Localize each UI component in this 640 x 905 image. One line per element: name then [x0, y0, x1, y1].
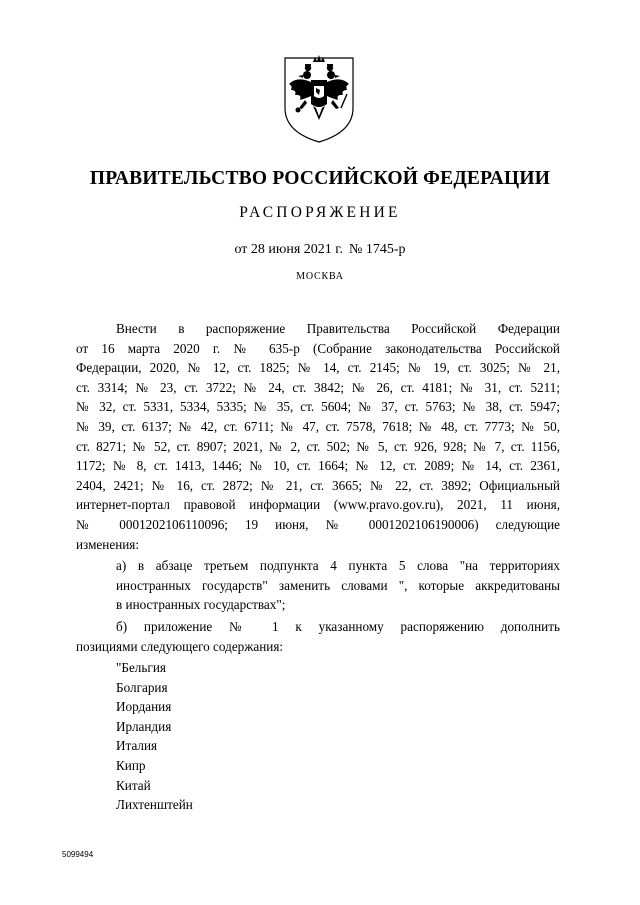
- intro-line: изменения:: [76, 536, 140, 552]
- intro-line: № 32, ст. 5331, 5334, 5335; № 35, ст. 5604; № 37, ст. 5763; № 38, ст. 5947;: [76, 399, 560, 415]
- item-a-line: в иностранных государствах";: [116, 597, 286, 613]
- item-a-line: иностранных государств" заменить словами ", которые аккредитованы: [116, 577, 560, 593]
- list-item: Китай: [116, 777, 151, 793]
- intro-line: № 39, ст. 6137; № 42, ст. 6711; № 47, ст. 7578, 7618; № 48, ст. 7773; № 50,: [76, 418, 560, 434]
- document-type: РАСПОРЯЖЕНИЕ: [239, 204, 401, 221]
- government-title: ПРАВИТЕЛЬСТВО РОССИЙСКОЙ ФЕДЕРАЦИИ: [89, 168, 551, 189]
- list-item: Италия: [116, 738, 158, 754]
- intro-line: ст. 3314; № 23, ст. 3722; № 24, ст. 3842; № 26, ст. 4181; № 31, ст. 5211;: [76, 379, 560, 395]
- city-name: МОСКВА: [296, 271, 344, 282]
- coat-of-arms-emblem: [275, 50, 363, 146]
- intro-line: Федерации, 2020, № 12, ст. 1825; № 14, ст. 2145; № 19, ст. 3025; № 21,: [76, 360, 560, 376]
- list-item: Иордания: [116, 699, 172, 715]
- intro-line: 1172; № 8, ст. 1413, 1446; № 10, ст. 1664; № 12, ст. 2089; № 14, ст. 2361,: [76, 458, 560, 474]
- date-line: [0, 242, 640, 258]
- item-b-line: позициями следующего содержания:: [76, 638, 284, 654]
- document-body: [76, 319, 560, 815]
- item-a-line: а) в абзаце третьем подпункта 4 пункта 5 слова "на территориях: [116, 558, 560, 574]
- list-item: "Бельгия: [116, 660, 166, 676]
- list-item: Ирландия: [116, 718, 172, 734]
- document-number: № 1745-р: [348, 242, 406, 257]
- intro-line: Внести в распоряжение Правительства Российской Федерации: [116, 321, 560, 336]
- item-b-line: б) приложение № 1 к указанному распоряжению дополнить: [116, 618, 560, 634]
- document-date: от 28 июня 2021 г.: [234, 242, 343, 257]
- item-a: [76, 556, 560, 615]
- intro-line: № 0001202106110096; 19 июня, № 0001202106190006) следующие: [76, 516, 560, 532]
- list-item: Лихтенштейн: [116, 797, 193, 813]
- footer-code: 5099494: [62, 850, 94, 859]
- list-item: Болгария: [116, 679, 168, 695]
- country-list: [76, 658, 560, 815]
- list-item: Кипр: [116, 758, 146, 774]
- intro-line: интернет-портал правовой информации (www.pravo.gov.ru), 2021, 11 июня,: [76, 497, 560, 513]
- intro-line: от 16 марта 2020 г. № 635-р (Собрание законодательства Российской: [76, 340, 560, 356]
- intro-line: 2404, 2421; № 16, ст. 2872; № 21, ст. 3665; № 22, ст. 3892; Официальный: [76, 477, 560, 493]
- intro-line: ст. 8271; № 52, ст. 8907; 2021, № 2, ст. 502; № 5, ст. 926, 928; № 7, ст. 1156,: [76, 438, 560, 454]
